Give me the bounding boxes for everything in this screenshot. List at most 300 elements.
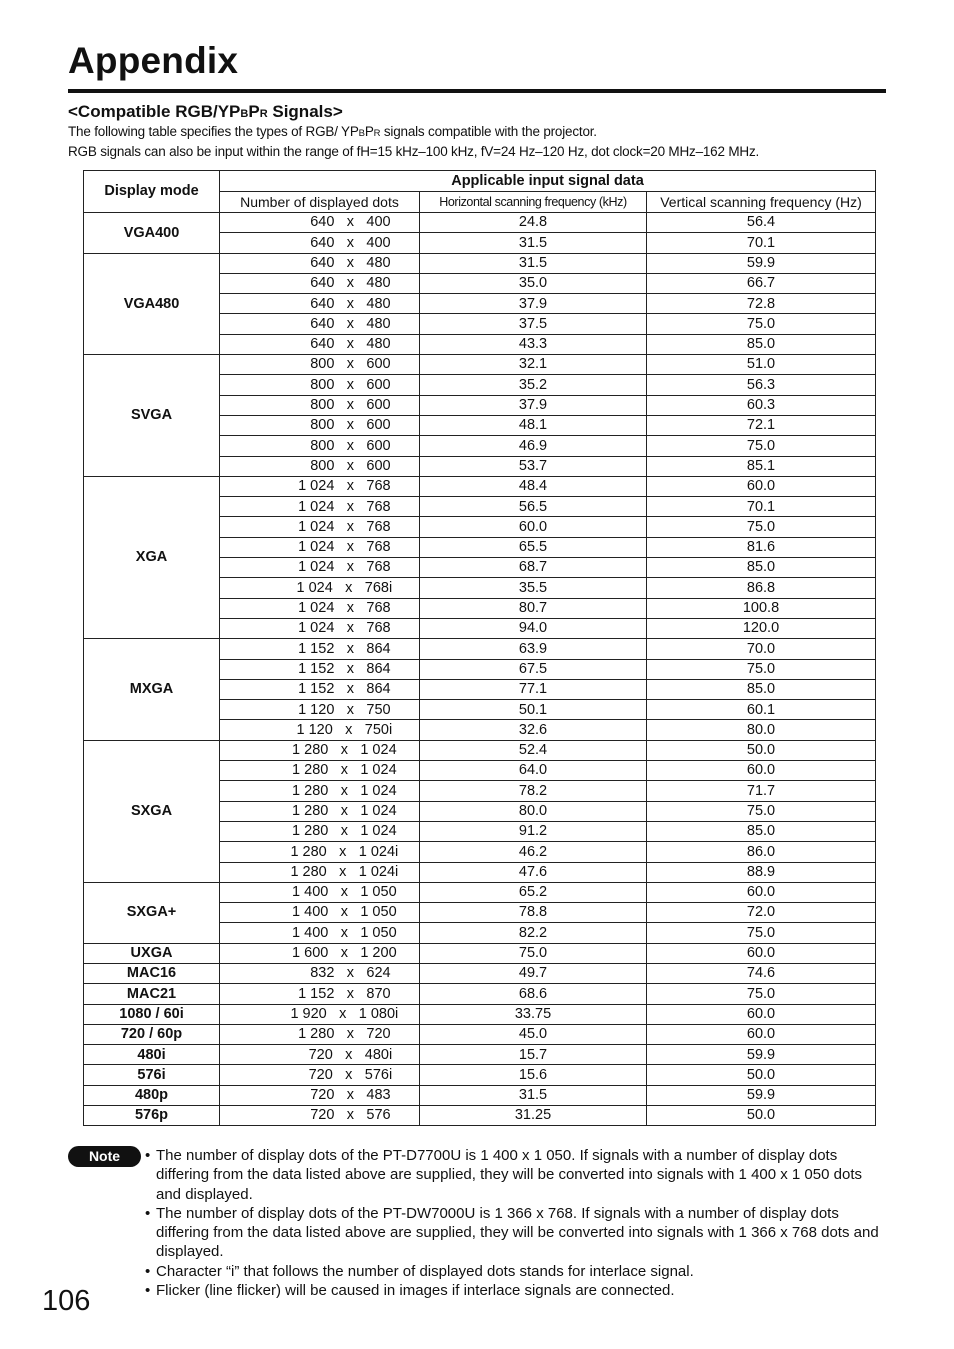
dots-separator: x xyxy=(346,1087,355,1104)
dots-cell xyxy=(220,639,420,659)
hfreq-cell: 35.5 xyxy=(420,578,647,598)
display-mode-header: Display mode xyxy=(84,171,220,213)
dots-width: 1 280 xyxy=(292,742,329,759)
hfreq-cell: 68.7 xyxy=(420,558,647,578)
dots-width: 800 xyxy=(310,417,335,434)
dots-separator: x xyxy=(346,1107,355,1124)
vfreq-cell: 59.9 xyxy=(647,1045,876,1065)
vfreq-cell: 60.1 xyxy=(647,700,876,720)
table-row xyxy=(84,476,876,496)
section-title-part: P xyxy=(248,102,260,121)
note-item xyxy=(145,1262,880,1281)
vfreq-cell: 72.0 xyxy=(647,903,876,923)
dots-height: 864 xyxy=(366,681,391,698)
dots-cell xyxy=(220,436,420,456)
vfreq-cell: 59.9 xyxy=(647,253,876,273)
dots-width: 1 024 xyxy=(298,620,335,637)
vfreq-cell: 60.0 xyxy=(647,943,876,963)
vfreq-cell: 75.0 xyxy=(647,517,876,537)
dots-separator: x xyxy=(346,660,355,677)
dots-separator: x xyxy=(346,681,355,698)
dots-cell xyxy=(220,537,420,557)
hfreq-cell: 35.0 xyxy=(420,273,647,293)
dots-width: 1 400 xyxy=(292,924,329,941)
table-row xyxy=(84,253,876,273)
hfreq-cell: 48.1 xyxy=(420,415,647,435)
dots-cell xyxy=(220,801,420,821)
hfreq-cell: 80.0 xyxy=(420,801,647,821)
dots-separator: x xyxy=(340,742,348,759)
dots-width: 640 xyxy=(310,254,335,271)
hfreq-cell: 31.5 xyxy=(420,233,647,253)
hfreq-cell: 65.5 xyxy=(420,537,647,557)
dots-separator: x xyxy=(346,275,355,292)
hfreq-cell: 46.2 xyxy=(420,842,647,862)
dots-separator: x xyxy=(339,1005,347,1022)
dots-width: 800 xyxy=(310,356,335,373)
dots-width: 1 280 xyxy=(298,1026,335,1043)
hfreq-cell: 32.1 xyxy=(420,355,647,375)
dots-height: 720 xyxy=(366,1026,391,1043)
vfreq-cell: 75.0 xyxy=(647,801,876,821)
dots-height: 768 xyxy=(366,620,391,637)
dots-cell xyxy=(220,700,420,720)
table-row xyxy=(84,963,876,983)
title-rule xyxy=(68,89,886,93)
dots-width: 1 024 xyxy=(298,600,335,617)
dots-cell xyxy=(220,842,420,862)
signal-table xyxy=(83,170,876,1126)
vfreq-cell: 70.1 xyxy=(647,497,876,517)
page-number: 106 xyxy=(42,1285,91,1317)
dots-cell xyxy=(220,1085,420,1105)
vfreq-cell: 75.0 xyxy=(647,984,876,1004)
dots-width: 720 xyxy=(308,1066,333,1083)
display-mode-cell: VGA480 xyxy=(84,253,220,354)
dots-height: 1 024i xyxy=(358,863,399,880)
vfreq-cell: 60.0 xyxy=(647,882,876,902)
dots-width: 1 024 xyxy=(298,478,335,495)
dots-height: 480 xyxy=(366,336,391,353)
signal-data-header: Applicable input signal data xyxy=(220,171,876,192)
dots-separator: x xyxy=(346,336,355,353)
dots-separator: x xyxy=(346,356,355,373)
display-mode-cell: 720 / 60p xyxy=(84,1024,220,1044)
dots-separator: x xyxy=(346,559,355,576)
vfreq-cell: 50.0 xyxy=(647,740,876,760)
table-row xyxy=(84,882,876,902)
hfreq-cell: 50.1 xyxy=(420,700,647,720)
vfreq-cell: 75.0 xyxy=(647,659,876,679)
vfreq-cell: 71.7 xyxy=(647,781,876,801)
dots-header: Number of displayed dots xyxy=(220,192,420,213)
hfreq-cell: 37.9 xyxy=(420,395,647,415)
dots-cell xyxy=(220,334,420,354)
dots-cell xyxy=(220,740,420,760)
display-mode-cell: MXGA xyxy=(84,639,220,740)
vfreq-cell: 51.0 xyxy=(647,355,876,375)
dots-separator: x xyxy=(346,254,355,271)
dots-height: 400 xyxy=(366,214,391,231)
dots-cell xyxy=(220,578,420,598)
dots-separator: x xyxy=(340,904,348,921)
hfreq-cell: 60.0 xyxy=(420,517,647,537)
table-row xyxy=(84,213,876,233)
bullet: • xyxy=(145,1147,151,1164)
vfreq-cell: 60.0 xyxy=(647,476,876,496)
dots-height: 1 024 xyxy=(360,742,397,759)
dots-cell xyxy=(220,456,420,476)
dots-separator: x xyxy=(345,579,353,596)
dots-height: 768i xyxy=(364,579,393,596)
vfreq-cell: 120.0 xyxy=(647,618,876,638)
bullet: • xyxy=(145,1262,151,1280)
vfreq-cell: 75.0 xyxy=(647,923,876,943)
display-mode-cell: SVGA xyxy=(84,355,220,477)
dots-height: 870 xyxy=(366,985,391,1002)
hfreq-cell: 56.5 xyxy=(420,497,647,517)
dots-separator: x xyxy=(345,1066,353,1083)
dots-width: 800 xyxy=(310,397,335,414)
hfreq-cell: 24.8 xyxy=(420,213,647,233)
dots-cell xyxy=(220,862,420,882)
dots-width: 800 xyxy=(310,437,335,454)
dots-height: 1 024 xyxy=(360,823,397,840)
hfreq-cell: 77.1 xyxy=(420,679,647,699)
dots-width: 720 xyxy=(308,1046,333,1063)
dots-cell xyxy=(220,314,420,334)
dots-cell xyxy=(220,233,420,253)
description-line-1 xyxy=(68,124,597,139)
hfreq-cell: 91.2 xyxy=(420,821,647,841)
dots-cell xyxy=(220,761,420,781)
dots-height: 600 xyxy=(366,457,391,474)
dots-height: 600 xyxy=(366,397,391,414)
bullet: • xyxy=(145,1204,151,1222)
dots-height: 1 080i xyxy=(358,1005,399,1022)
note-text: The number of display dots of the PT-DW7000U is 1 366 x 768. If signals with a number of display dots differing from the data listed above are supplied, they will be converted into signals with 1 366 x 768 dots and displayed. xyxy=(156,1204,879,1261)
dots-width: 720 xyxy=(310,1087,335,1104)
dots-height: 600 xyxy=(366,417,391,434)
hfreq-cell: 94.0 xyxy=(420,618,647,638)
dots-height: 1 050 xyxy=(360,884,397,901)
dots-cell xyxy=(220,679,420,699)
description-line-2: RGB signals can also be input within the range of fH=15 kHz–100 kHz, fV=24 Hz–120 Hz, dot clock=20 MHz–162 MHz. xyxy=(68,144,760,159)
dots-height: 624 xyxy=(366,965,391,982)
dots-separator: x xyxy=(340,884,348,901)
vfreq-cell: 75.0 xyxy=(647,314,876,334)
vfreq-cell: 86.0 xyxy=(647,842,876,862)
dots-width: 1 152 xyxy=(298,681,335,698)
table-row xyxy=(84,1004,876,1024)
dots-separator: x xyxy=(346,478,355,495)
table-row xyxy=(84,984,876,1004)
dots-height: 768 xyxy=(366,518,391,535)
dots-cell xyxy=(220,273,420,293)
display-mode-cell: VGA400 xyxy=(84,213,220,254)
hfreq-cell: 35.2 xyxy=(420,375,647,395)
dots-separator: x xyxy=(346,498,355,515)
hfreq-cell: 68.6 xyxy=(420,984,647,1004)
dots-width: 1 280 xyxy=(292,823,329,840)
note-badge: Note xyxy=(68,1146,141,1167)
hfreq-cell: 63.9 xyxy=(420,639,647,659)
dots-width: 1 120 xyxy=(296,721,333,738)
vfreq-cell: 85.0 xyxy=(647,821,876,841)
dots-height: 864 xyxy=(366,640,391,657)
dots-height: 1 024 xyxy=(360,762,397,779)
display-mode-cell: 1080 / 60i xyxy=(84,1004,220,1024)
vfreq-cell: 70.0 xyxy=(647,639,876,659)
dots-width: 1 024 xyxy=(298,539,335,556)
page-title: Appendix xyxy=(68,40,239,81)
hfreq-cell: 64.0 xyxy=(420,761,647,781)
dots-width: 1 024 xyxy=(298,518,335,535)
dots-cell xyxy=(220,355,420,375)
description-part: The following table specifies the types of RGB/ YP xyxy=(68,124,359,139)
hfreq-cell: 45.0 xyxy=(420,1024,647,1044)
display-mode-cell: 576i xyxy=(84,1065,220,1085)
table-row xyxy=(84,1065,876,1085)
dots-cell xyxy=(220,517,420,537)
vfreq-cell: 60.3 xyxy=(647,395,876,415)
section-title xyxy=(68,102,343,122)
vfreq-cell: 72.1 xyxy=(647,415,876,435)
dots-height: 750 xyxy=(366,701,391,718)
hfreq-cell: 33.75 xyxy=(420,1004,647,1024)
dots-height: 480 xyxy=(366,275,391,292)
dots-separator: x xyxy=(346,985,355,1002)
hfreq-cell: 78.2 xyxy=(420,781,647,801)
dots-height: 768 xyxy=(366,539,391,556)
vfreq-cell: 85.0 xyxy=(647,679,876,699)
display-mode-cell: 480i xyxy=(84,1045,220,1065)
dots-width: 1 280 xyxy=(292,762,329,779)
table-row xyxy=(84,639,876,659)
vfreq-cell: 50.0 xyxy=(647,1106,876,1126)
description-sub-b: B xyxy=(358,128,365,139)
vfreq-cell: 74.6 xyxy=(647,963,876,983)
dots-height: 480 xyxy=(366,254,391,271)
vfreq-cell: 80.0 xyxy=(647,720,876,740)
dots-width: 832 xyxy=(310,965,335,982)
dots-separator: x xyxy=(346,417,355,434)
display-mode-cell: SXGA xyxy=(84,740,220,882)
dots-cell xyxy=(220,720,420,740)
dots-separator: x xyxy=(346,518,355,535)
dots-separator: x xyxy=(340,823,348,840)
signal-table-body xyxy=(84,213,876,1126)
dots-cell xyxy=(220,375,420,395)
note-text: The number of display dots of the PT-D7700U is 1 400 x 1 050. If signals with a number of display dots differing from the data listed above are supplied, they will be converted into signals with 1 400 x 1 050 dots and displayed. xyxy=(156,1147,862,1203)
dots-width: 1 152 xyxy=(298,985,335,1002)
hfreq-cell: 53.7 xyxy=(420,456,647,476)
hfreq-cell: 80.7 xyxy=(420,598,647,618)
dots-cell xyxy=(220,395,420,415)
dots-height: 400 xyxy=(366,234,391,251)
dots-separator: x xyxy=(346,437,355,454)
dots-separator: x xyxy=(346,397,355,414)
dots-cell xyxy=(220,618,420,638)
dots-width: 1 024 xyxy=(298,559,335,576)
dots-height: 768 xyxy=(366,559,391,576)
table-row xyxy=(84,1106,876,1126)
dots-height: 480 xyxy=(366,315,391,332)
dots-width: 1 120 xyxy=(298,701,335,718)
dots-cell xyxy=(220,943,420,963)
dots-height: 768 xyxy=(366,478,391,495)
dots-cell xyxy=(220,1045,420,1065)
dots-width: 1 152 xyxy=(298,640,335,657)
dots-cell xyxy=(220,821,420,841)
dots-cell xyxy=(220,476,420,496)
dots-cell xyxy=(220,659,420,679)
dots-height: 600 xyxy=(366,437,391,454)
table-row xyxy=(84,740,876,760)
display-mode-cell: XGA xyxy=(84,476,220,638)
dots-width: 1 280 xyxy=(290,863,327,880)
dots-width: 1 400 xyxy=(292,884,329,901)
display-mode-cell: 576p xyxy=(84,1106,220,1126)
display-mode-cell: 480p xyxy=(84,1085,220,1105)
vfreq-cell: 70.1 xyxy=(647,233,876,253)
dots-width: 1 920 xyxy=(290,1005,327,1022)
table-row xyxy=(84,1045,876,1065)
section-title-sub-b: B xyxy=(240,108,249,120)
hfreq-cell: 31.5 xyxy=(420,253,647,273)
hfreq-cell: 43.3 xyxy=(420,334,647,354)
vfreq-cell: 88.9 xyxy=(647,862,876,882)
table-row xyxy=(84,1024,876,1044)
dots-separator: x xyxy=(346,965,355,982)
dots-width: 1 024 xyxy=(298,498,335,515)
dots-cell xyxy=(220,1106,420,1126)
hfreq-header: Horizontal scanning frequency (kHz) xyxy=(420,192,647,213)
vfreq-cell: 66.7 xyxy=(647,273,876,293)
dots-height: 576 xyxy=(366,1107,391,1124)
dots-separator: x xyxy=(340,924,348,941)
dots-separator: x xyxy=(346,701,355,718)
hfreq-cell: 82.2 xyxy=(420,923,647,943)
dots-height: 576i xyxy=(364,1066,393,1083)
vfreq-cell: 56.4 xyxy=(647,213,876,233)
dots-separator: x xyxy=(340,945,348,962)
note-item xyxy=(145,1281,880,1300)
dots-cell xyxy=(220,213,420,233)
display-mode-cell: SXGA+ xyxy=(84,882,220,943)
dots-separator: x xyxy=(340,762,348,779)
hfreq-cell: 49.7 xyxy=(420,963,647,983)
vfreq-cell: 81.6 xyxy=(647,537,876,557)
dots-width: 1 600 xyxy=(292,945,329,962)
hfreq-cell: 48.4 xyxy=(420,476,647,496)
dots-separator: x xyxy=(340,782,348,799)
dots-width: 1 024 xyxy=(296,579,333,596)
dots-cell xyxy=(220,253,420,273)
notes-list xyxy=(145,1146,880,1300)
dots-separator: x xyxy=(346,295,355,312)
dots-height: 600 xyxy=(366,376,391,393)
dots-separator: x xyxy=(345,1046,353,1063)
vfreq-cell: 85.0 xyxy=(647,334,876,354)
note-text: Character “i” that follows the number of displayed dots stands for interlace signal. xyxy=(156,1262,694,1280)
hfreq-cell: 78.8 xyxy=(420,903,647,923)
dots-width: 640 xyxy=(310,275,335,292)
vfreq-cell: 86.8 xyxy=(647,578,876,598)
dots-separator: x xyxy=(346,457,355,474)
dots-separator: x xyxy=(346,640,355,657)
dots-width: 800 xyxy=(310,457,335,474)
vfreq-cell: 85.1 xyxy=(647,456,876,476)
dots-separator: x xyxy=(346,376,355,393)
dots-separator: x xyxy=(346,600,355,617)
hfreq-cell: 75.0 xyxy=(420,943,647,963)
dots-cell xyxy=(220,1024,420,1044)
hfreq-cell: 32.6 xyxy=(420,720,647,740)
display-mode-cell: MAC16 xyxy=(84,963,220,983)
vfreq-cell: 56.3 xyxy=(647,375,876,395)
dots-height: 864 xyxy=(366,660,391,677)
note-text: Flicker (line flicker) will be caused in images if interlace signals are connected. xyxy=(156,1282,675,1300)
dots-separator: x xyxy=(346,620,355,637)
dots-width: 1 400 xyxy=(292,904,329,921)
dots-separator: x xyxy=(346,539,355,556)
dots-width: 720 xyxy=(310,1107,335,1124)
dots-width: 640 xyxy=(310,214,335,231)
dots-height: 750i xyxy=(364,721,393,738)
dots-cell xyxy=(220,923,420,943)
display-mode-cell: UXGA xyxy=(84,943,220,963)
hfreq-cell: 47.6 xyxy=(420,862,647,882)
dots-width: 1 152 xyxy=(298,660,335,677)
dots-cell xyxy=(220,882,420,902)
dots-width: 640 xyxy=(310,234,335,251)
hfreq-cell: 31.25 xyxy=(420,1106,647,1126)
dots-separator: x xyxy=(346,315,355,332)
hfreq-cell: 37.9 xyxy=(420,294,647,314)
dots-separator: x xyxy=(346,234,355,251)
dots-cell xyxy=(220,903,420,923)
vfreq-cell: 60.0 xyxy=(647,1024,876,1044)
dots-cell xyxy=(220,558,420,578)
dots-height: 600 xyxy=(366,356,391,373)
dots-cell xyxy=(220,984,420,1004)
description-sub-r: R xyxy=(373,128,381,139)
table-row xyxy=(84,943,876,963)
dots-cell xyxy=(220,415,420,435)
dots-separator: x xyxy=(339,863,347,880)
dots-cell xyxy=(220,497,420,517)
vfreq-cell: 50.0 xyxy=(647,1065,876,1085)
dots-cell xyxy=(220,1004,420,1024)
note-item xyxy=(145,1204,880,1262)
dots-width: 800 xyxy=(310,376,335,393)
dots-height: 1 024i xyxy=(358,843,399,860)
description-part: signals compatible with the projector. xyxy=(380,124,597,139)
vfreq-cell: 59.9 xyxy=(647,1085,876,1105)
hfreq-cell: 37.5 xyxy=(420,314,647,334)
vfreq-cell: 72.8 xyxy=(647,294,876,314)
hfreq-cell: 31.5 xyxy=(420,1085,647,1105)
dots-separator: x xyxy=(346,1026,355,1043)
dots-height: 768 xyxy=(366,498,391,515)
section-title-part: <Compatible RGB/YP xyxy=(68,102,241,121)
hfreq-cell: 15.6 xyxy=(420,1065,647,1085)
dots-height: 768 xyxy=(366,600,391,617)
hfreq-cell: 65.2 xyxy=(420,882,647,902)
dots-width: 1 280 xyxy=(292,803,329,819)
dots-width: 1 280 xyxy=(290,843,327,860)
